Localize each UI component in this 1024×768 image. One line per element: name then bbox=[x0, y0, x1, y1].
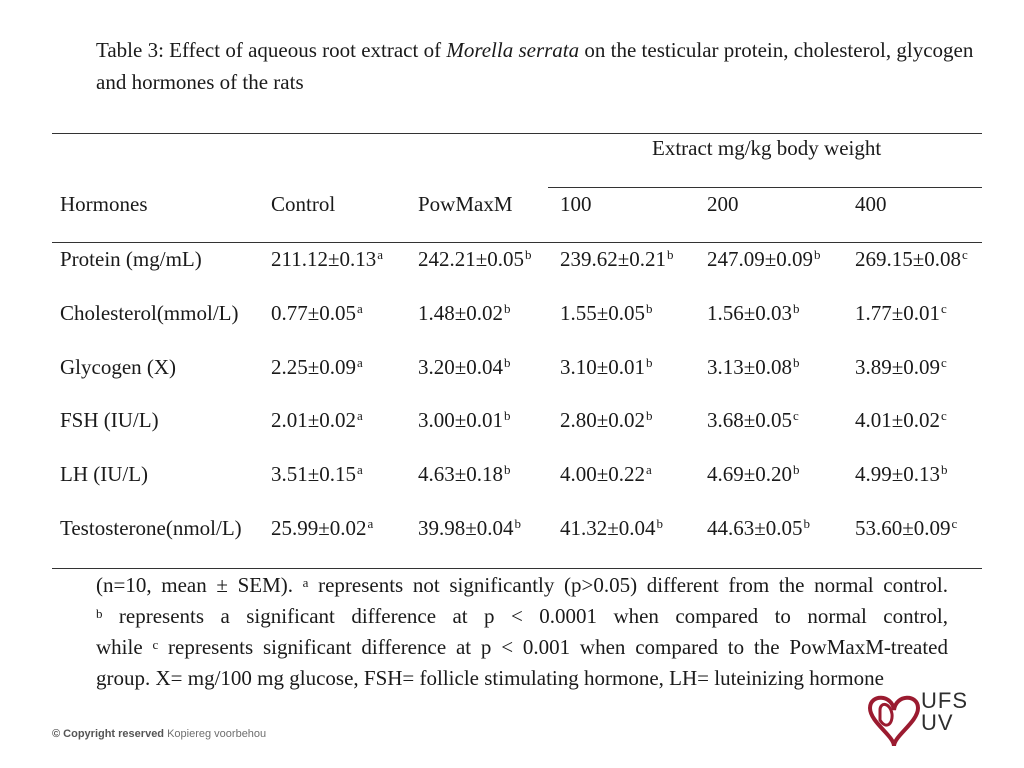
table-cell: 41.32±0.04$^b$ bbox=[560, 516, 664, 540]
row-label: Cholesterol(mmol/L) bbox=[60, 301, 239, 325]
table-cell: 25.99±0.02$^a$ bbox=[271, 516, 374, 540]
table-cell: 1.77±0.01$^c$ bbox=[855, 301, 947, 325]
table-cell: 3.89±0.09$^c$ bbox=[855, 355, 947, 379]
table-cell: 242.21±0.05$^b$ bbox=[418, 247, 532, 271]
table-cell: 239.62±0.21$^b$ bbox=[560, 247, 674, 271]
row-label: Protein (mg/mL) bbox=[60, 247, 202, 271]
table-bottom-rule bbox=[52, 568, 982, 569]
table-cell: 0.77±0.05$^a$ bbox=[271, 301, 363, 325]
table-cell: 44.63±0.05$^b$ bbox=[707, 516, 811, 540]
table-cell: 53.60±0.09$^c$ bbox=[855, 516, 958, 540]
column-header-control: Control bbox=[271, 192, 336, 216]
table-cell: 1.48±0.02$^b$ bbox=[418, 301, 511, 325]
group-header: Extract mg/kg body weight bbox=[652, 136, 882, 160]
row-label: Testosterone(nmol/L) bbox=[60, 516, 242, 540]
row-label: LH (IU/L) bbox=[60, 462, 149, 486]
table-cell: 39.98±0.04$^b$ bbox=[418, 516, 522, 540]
table-cell: 1.56±0.03$^b$ bbox=[707, 301, 800, 325]
table-cell: 3.00±0.01$^b$ bbox=[418, 408, 511, 432]
table-cell: 3.68±0.05$^c$ bbox=[707, 408, 799, 432]
table-cell: 4.99±0.13$^b$ bbox=[855, 462, 948, 486]
caption-species: Morella serrata bbox=[446, 38, 580, 62]
table-cell: 247.09±0.09$^b$ bbox=[707, 247, 821, 271]
caption-suffix: on the testicular protein, cholesterol, glycogen and hormones of the rats bbox=[96, 38, 974, 94]
column-header-powmaxm: PowMaxM bbox=[418, 192, 513, 216]
footnote-line: $^b$ represents a significant difference at p < 0.0001 when compared to normal control, bbox=[96, 604, 948, 628]
table-cell: 4.01±0.02$^c$ bbox=[855, 408, 947, 432]
table-cell: 3.20±0.04$^b$ bbox=[418, 355, 511, 379]
table-cell: 211.12±0.13$^a$ bbox=[271, 247, 384, 271]
table-cell: 4.63±0.18$^b$ bbox=[418, 462, 511, 486]
table-cell: 3.51±0.15$^a$ bbox=[271, 462, 363, 486]
row-label: FSH (IU/L) bbox=[60, 408, 159, 432]
table-cell: 2.25±0.09$^a$ bbox=[271, 355, 363, 379]
table-caption bbox=[96, 34, 976, 98]
column-header-100: 100 bbox=[560, 192, 592, 216]
header-bottom-rule bbox=[52, 242, 982, 243]
table-cell: 2.80±0.02$^b$ bbox=[560, 408, 653, 432]
table-cell: 269.15±0.08$^c$ bbox=[855, 247, 968, 271]
ufs-logo-text: UFS UV bbox=[921, 688, 968, 735]
table-cell: 1.55±0.05$^b$ bbox=[560, 301, 653, 325]
table-cell: 3.13±0.08$^b$ bbox=[707, 355, 800, 379]
table-cell: 4.00±0.22$^a$ bbox=[560, 462, 652, 486]
footnote-line: while $^c$ represents significant difference at p < 0.001 when compared to the PowMaxM-treated bbox=[96, 635, 949, 659]
table-cell: 3.10±0.01$^b$ bbox=[560, 355, 653, 379]
group-header-rule bbox=[548, 187, 982, 188]
caption-prefix: Table 3: Effect of aqueous root extract of bbox=[96, 38, 447, 62]
table-top-rule bbox=[52, 133, 982, 134]
row-label: Glycogen (X) bbox=[60, 355, 177, 379]
column-header-200: 200 bbox=[707, 192, 739, 216]
column-header-400: 400 bbox=[855, 192, 887, 216]
footnote-line: group. X= mg/100 mg glucose, FSH= follicle stimulating hormone, LH= luteinizing hormone bbox=[96, 666, 884, 690]
copyright-notice: © Copyright reserved Kopiereg voorbehou bbox=[52, 728, 267, 740]
footnote-line: (n=10, mean ± SEM). $^a$ represents not significantly (p>0.05) different from the normal control. bbox=[96, 573, 949, 597]
table-footnote bbox=[96, 570, 948, 694]
table-cell: 2.01±0.02$^a$ bbox=[271, 408, 363, 432]
table-cell: 4.69±0.20$^b$ bbox=[707, 462, 800, 486]
column-header-hormones: Hormones bbox=[60, 192, 148, 216]
